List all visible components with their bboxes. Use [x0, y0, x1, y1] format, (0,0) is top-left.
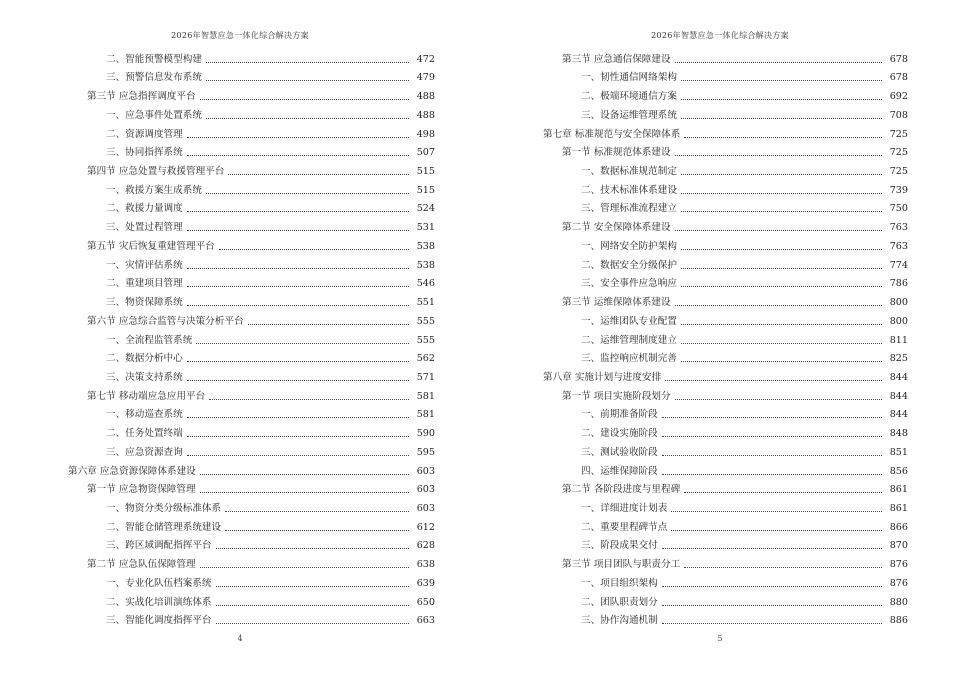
toc-entry-title: 二、数据分析中心	[106, 353, 183, 365]
toc-entry-title: 第六节 应急综合监管与决策分析平台	[87, 315, 244, 327]
dot-leader	[187, 268, 409, 269]
toc-entry-title: 三、协作沟通机制	[581, 615, 658, 627]
toc-entry-item[interactable]	[68, 347, 435, 366]
toc-entry-title: 四、运维保障阶段	[581, 465, 658, 477]
toc-entry-page-number: 876	[889, 559, 908, 571]
toc-entry-item[interactable]	[68, 122, 435, 141]
dot-leader	[209, 399, 409, 400]
toc-entry-page-number: 800	[889, 297, 908, 309]
toc-entry-section[interactable]	[543, 478, 908, 497]
dot-leader	[662, 474, 882, 475]
toc-entry-item[interactable]	[543, 534, 908, 553]
toc-entry-item[interactable]	[68, 66, 435, 85]
dot-leader	[196, 343, 409, 344]
dot-leader	[671, 530, 882, 531]
toc-entry-page-number: 515	[416, 184, 435, 196]
toc-entry-page-number: 851	[889, 446, 908, 458]
toc-entry-section[interactable]	[543, 290, 908, 309]
toc-entry-page-number: 638	[416, 559, 435, 571]
dot-leader	[206, 62, 409, 63]
toc-entry-item[interactable]	[543, 159, 908, 178]
dot-leader	[671, 511, 882, 512]
toc-entry-item[interactable]	[68, 571, 435, 590]
toc-entry-section[interactable]	[68, 84, 435, 103]
dot-leader	[187, 155, 409, 156]
toc-entry-item[interactable]	[543, 609, 908, 628]
dot-leader	[200, 474, 409, 475]
toc-entry-title: 第一节 项目实施阶段划分	[562, 390, 671, 402]
toc-entry-page-number: 786	[889, 278, 908, 290]
toc-entry-page-number: 628	[416, 540, 435, 552]
toc-entry-title: 第二节 安全保障体系建设	[562, 222, 671, 234]
toc-entry-page-number: 800	[889, 315, 908, 327]
toc-entry-section[interactable]	[543, 552, 908, 571]
toc-entry-section[interactable]	[68, 309, 435, 328]
toc-entry-title: 三、跨区域调配指挥平台	[106, 540, 212, 552]
toc-entry-title: 三、安全事件应急响应	[581, 278, 677, 290]
toc-entry-page-number: 603	[416, 484, 435, 496]
toc-entry-page-number: 750	[889, 203, 908, 215]
dot-leader	[200, 492, 409, 493]
toc-entry-page-number: 663	[416, 615, 435, 627]
dot-leader	[675, 155, 882, 156]
toc-entry-page-number: 763	[889, 240, 908, 252]
toc-entry-page-number: 774	[889, 259, 908, 271]
toc-entry-page-number: 498	[416, 128, 435, 140]
toc-entry-chapter[interactable]	[543, 365, 908, 384]
toc-entry-page-number: 507	[416, 147, 435, 159]
dot-leader	[662, 436, 882, 437]
toc-entry-chapter[interactable]	[543, 122, 908, 141]
toc-entry-page-number: 870	[889, 540, 908, 552]
toc-entry-title: 三、应急资源查询	[106, 446, 183, 458]
dot-leader	[662, 623, 882, 624]
toc-entry-item[interactable]	[543, 272, 908, 291]
toc-entry-item[interactable]	[68, 403, 435, 422]
toc-entry-page-number: 678	[889, 53, 908, 65]
toc-entry-title: 三、物资保障系统	[106, 297, 183, 309]
toc-entry-section[interactable]	[543, 141, 908, 160]
toc-entry-page-number: 861	[889, 484, 908, 496]
toc-entry-title: 二、技术标准体系建设	[581, 184, 677, 196]
toc-entry-page-number: 472	[416, 53, 435, 65]
toc-entry-item[interactable]	[543, 440, 908, 459]
toc-entry-section[interactable]	[68, 478, 435, 497]
toc-entry-title: 三、设备运维管理系统	[581, 109, 677, 121]
dot-leader	[681, 343, 882, 344]
toc-entry-page-number: 811	[889, 334, 908, 346]
toc-entry-page-number: 546	[416, 278, 435, 290]
dot-leader	[187, 286, 409, 287]
toc-entry-title: 二、救援力量调度	[106, 203, 183, 215]
toc-entry-title: 一、网络安全防护架构	[581, 240, 677, 252]
toc-entry-title: 二、实战化培训演练体系	[106, 596, 212, 608]
dot-leader	[681, 324, 882, 325]
toc-entry-item[interactable]	[68, 141, 435, 160]
toc-entry-page-number: 595	[416, 446, 435, 458]
table-of-contents	[543, 47, 908, 627]
toc-entry-title: 一、韧性通信网络架构	[581, 72, 677, 84]
toc-entry-page-number: 725	[889, 147, 908, 159]
toc-entry-page-number: 844	[889, 371, 908, 383]
toc-entry-title: 一、专业化队伍档案系统	[106, 577, 212, 589]
toc-entry-page-number: 562	[416, 353, 435, 365]
toc-entry-page-number: 861	[889, 502, 908, 514]
toc-entry-title: 二、重要里程碑节点	[581, 521, 668, 533]
toc-entry-title: 三、协同指挥系统	[106, 147, 183, 159]
toc-entry-page-number: 479	[416, 72, 435, 84]
dot-leader	[662, 605, 882, 606]
toc-entry-title: 第三节 项目团队与职责分工	[562, 559, 681, 571]
dot-leader	[206, 193, 409, 194]
toc-entry-title: 三、决策支持系统	[106, 371, 183, 383]
toc-entry-item[interactable]	[68, 103, 435, 122]
dot-leader	[216, 623, 409, 624]
dot-leader	[681, 268, 882, 269]
toc-entry-title: 三、阶段成果交付	[581, 540, 658, 552]
dot-leader	[681, 99, 882, 100]
toc-entry-title: 二、任务处置终端	[106, 428, 183, 440]
toc-entry-title: 第二节 应急队伍保障管理	[87, 559, 196, 571]
toc-entry-title: 一、运维团队专业配置	[581, 315, 677, 327]
toc-entry-page-number: 551	[416, 297, 435, 309]
toc-entry-title: 一、详细进度计划表	[581, 502, 668, 514]
toc-entry-item[interactable]	[68, 47, 435, 66]
toc-entry-section[interactable]	[543, 215, 908, 234]
toc-entry-item[interactable]	[68, 609, 435, 628]
page-header: 2026年智慧应急一体化综合解决方案	[651, 31, 789, 40]
toc-entry-title: 二、智能仓储管理系统建设	[106, 521, 222, 533]
toc-entry-item[interactable]	[543, 459, 908, 478]
dot-leader	[662, 586, 882, 587]
dot-leader	[681, 249, 882, 250]
toc-entry-title: 一、全流程监管系统	[106, 334, 193, 346]
toc-entry-page-number: 581	[416, 409, 435, 421]
dot-leader	[206, 80, 409, 81]
toc-entry-item[interactable]	[543, 421, 908, 440]
dot-leader	[206, 118, 409, 119]
dot-leader	[681, 361, 882, 362]
dot-leader	[675, 305, 882, 306]
toc-entry-item[interactable]	[543, 66, 908, 85]
toc-entry-page-number: 555	[416, 334, 435, 346]
dot-leader	[200, 99, 409, 100]
toc-entry-item[interactable]	[543, 496, 908, 515]
page-number: 4	[237, 634, 243, 643]
toc-entry-title: 二、重建项目管理	[106, 278, 183, 290]
toc-entry-item[interactable]	[543, 178, 908, 197]
toc-entry-item[interactable]	[68, 253, 435, 272]
toc-entry-page-number: 590	[416, 428, 435, 440]
toc-entry-page-number: 739	[889, 184, 908, 196]
toc-entry-title: 第二节 各阶段进度与里程碑	[562, 484, 681, 496]
toc-entry-page-number: 524	[416, 203, 435, 215]
dot-leader	[665, 380, 882, 381]
toc-entry-section[interactable]	[68, 552, 435, 571]
toc-entry-page-number: 650	[416, 596, 435, 608]
toc-entry-title: 一、数据标准规范制定	[581, 166, 677, 178]
toc-entry-title: 三、预警信息发布系统	[106, 72, 202, 84]
dot-leader	[225, 530, 409, 531]
toc-entry-chapter[interactable]	[68, 459, 435, 478]
toc-entry-item[interactable]	[543, 309, 908, 328]
dot-leader	[681, 286, 882, 287]
toc-entry-page-number: 856	[889, 465, 908, 477]
toc-entry-title: 第三节 运维保障体系建设	[562, 297, 671, 309]
toc-entry-page-number: 488	[416, 91, 435, 103]
toc-entry-page-number: 848	[889, 428, 908, 440]
dot-leader	[216, 548, 409, 549]
toc-entry-title: 一、救援方案生成系统	[106, 184, 202, 196]
toc-entry-title: 二、资源调度管理	[106, 128, 183, 140]
toc-entry-section[interactable]	[543, 47, 908, 66]
toc-entry-page-number: 880	[889, 596, 908, 608]
dot-leader	[248, 324, 409, 325]
toc-entry-title: 第六章 应急资源保障体系建设	[68, 465, 196, 477]
dot-leader	[681, 80, 882, 81]
dot-leader	[684, 137, 882, 138]
toc-entry-item[interactable]	[68, 178, 435, 197]
page-number: 5	[717, 634, 723, 643]
dot-leader	[228, 174, 409, 175]
toc-entry-page-number: 515	[416, 166, 435, 178]
toc-entry-item[interactable]	[68, 197, 435, 216]
toc-entry-page-number: 708	[889, 109, 908, 121]
toc-entry-title: 二、建设实施阶段	[581, 428, 658, 440]
toc-entry-title: 三、处置过程管理	[106, 222, 183, 234]
toc-entry-title: 一、移动巡查系统	[106, 409, 183, 421]
dot-leader	[662, 455, 882, 456]
toc-entry-title: 三、测试验收阶段	[581, 446, 658, 458]
toc-entry-page-number: 639	[416, 577, 435, 589]
toc-entry-page-number: 725	[889, 128, 908, 140]
dot-leader	[675, 399, 882, 400]
toc-entry-item[interactable]	[68, 534, 435, 553]
toc-entry-page-number: 612	[416, 521, 435, 533]
toc-entry-page-number: 581	[416, 390, 435, 402]
toc-entry-item[interactable]	[68, 272, 435, 291]
toc-entry-title: 第八章 实施计划与进度安排	[543, 371, 662, 383]
toc-entry-title: 三、监控响应机制完善	[581, 353, 677, 365]
toc-entry-section[interactable]	[68, 234, 435, 253]
toc-entry-page-number: 603	[416, 465, 435, 477]
dot-leader	[187, 436, 409, 437]
dot-leader	[225, 511, 409, 512]
dot-leader	[187, 380, 409, 381]
toc-entry-item[interactable]	[68, 290, 435, 309]
toc-entry-item[interactable]	[543, 103, 908, 122]
toc-entry-title: 一、项目组织架构	[581, 577, 658, 589]
toc-entry-title: 一、前期准备阶段	[581, 409, 658, 421]
page-header: 2026年智慧应急一体化综合解决方案	[171, 31, 309, 40]
toc-entry-title: 二、运维管理制度建立	[581, 334, 677, 346]
toc-entry-title: 第一节 应急物资保障管理	[87, 484, 196, 496]
toc-entry-title: 二、智能预警模型构建	[106, 53, 202, 65]
dot-leader	[684, 492, 882, 493]
toc-entry-page-number: 678	[889, 72, 908, 84]
dot-leader	[675, 230, 882, 231]
toc-entry-title: 第五节 灾后恢复重建管理平台	[87, 240, 215, 252]
toc-entry-page-number: 866	[889, 521, 908, 533]
toc-entry-item[interactable]	[68, 328, 435, 347]
toc-entry-item[interactable]	[543, 253, 908, 272]
toc-entry-section[interactable]	[68, 159, 435, 178]
dot-leader	[216, 586, 409, 587]
toc-entry-title: 第三节 应急指挥调度平台	[87, 91, 196, 103]
toc-entry-item[interactable]	[543, 590, 908, 609]
toc-entry-page-number: 488	[416, 109, 435, 121]
dot-leader	[187, 417, 409, 418]
toc-entry-page-number: 555	[416, 315, 435, 327]
dot-leader	[675, 62, 882, 63]
table-of-contents	[68, 47, 435, 627]
toc-entry-page-number: 538	[416, 240, 435, 252]
toc-entry-item[interactable]	[543, 571, 908, 590]
toc-entry-item[interactable]	[543, 347, 908, 366]
toc-entry-item[interactable]	[68, 496, 435, 515]
dot-leader	[681, 174, 882, 175]
toc-entry-title: 第七节 移动端应急应用平台	[87, 390, 206, 402]
dot-leader	[219, 249, 409, 250]
dot-leader	[681, 211, 882, 212]
toc-entry-title: 三、智能化调度指挥平台	[106, 615, 212, 627]
toc-entry-item[interactable]	[68, 365, 435, 384]
dot-leader	[200, 567, 409, 568]
toc-entry-page-number: 886	[889, 615, 908, 627]
page-right	[480, 0, 960, 681]
toc-entry-section[interactable]	[68, 384, 435, 403]
toc-entry-title: 二、团队职责划分	[581, 596, 658, 608]
toc-entry-title: 一、物资分类分级标准体系	[106, 502, 222, 514]
toc-entry-title: 一、灾情评估系统	[106, 259, 183, 271]
toc-entry-item[interactable]	[68, 215, 435, 234]
toc-entry-title: 第一节 标准规范体系建设	[562, 147, 671, 159]
dot-leader	[662, 548, 882, 549]
toc-entry-title: 三、管理标准流程建立	[581, 203, 677, 215]
toc-entry-item[interactable]	[68, 440, 435, 459]
toc-entry-item[interactable]	[543, 328, 908, 347]
toc-entry-page-number: 531	[416, 222, 435, 234]
toc-entry-item[interactable]	[543, 197, 908, 216]
toc-entry-page-number: 603	[416, 502, 435, 514]
toc-entry-page-number: 725	[889, 166, 908, 178]
dot-leader	[187, 305, 409, 306]
toc-entry-item[interactable]	[68, 421, 435, 440]
toc-entry-page-number: 844	[889, 409, 908, 421]
toc-entry-item[interactable]	[543, 403, 908, 422]
toc-entry-page-number: 692	[889, 91, 908, 103]
toc-entry-page-number: 825	[889, 353, 908, 365]
toc-entry-title: 第三节 应急通信保障建设	[562, 53, 671, 65]
toc-entry-item[interactable]	[543, 515, 908, 534]
dot-leader	[187, 361, 409, 362]
dot-leader	[681, 193, 882, 194]
toc-entry-item[interactable]	[68, 515, 435, 534]
toc-entry-section[interactable]	[543, 384, 908, 403]
toc-entry-item[interactable]	[543, 84, 908, 103]
toc-entry-page-number: 844	[889, 390, 908, 402]
toc-entry-page-number: 538	[416, 259, 435, 271]
dot-leader	[187, 230, 409, 231]
toc-entry-item[interactable]	[68, 590, 435, 609]
toc-entry-page-number: 763	[889, 222, 908, 234]
toc-entry-title: 第四节 应急处置与救援管理平台	[87, 166, 225, 178]
dot-leader	[662, 417, 882, 418]
dot-leader	[681, 118, 882, 119]
toc-entry-item[interactable]	[543, 234, 908, 253]
toc-entry-title: 第七章 标准规范与安全保障体系	[543, 128, 681, 140]
dot-leader	[684, 567, 882, 568]
dot-leader	[187, 455, 409, 456]
dot-leader	[216, 605, 409, 606]
dot-leader	[187, 137, 409, 138]
dot-leader	[187, 211, 409, 212]
toc-entry-title: 二、数据安全分级保护	[581, 259, 677, 271]
toc-entry-page-number: 876	[889, 577, 908, 589]
toc-entry-title: 一、应急事件处置系统	[106, 109, 202, 121]
toc-entry-title: 二、极端环境通信方案	[581, 91, 677, 103]
toc-entry-page-number: 571	[416, 371, 435, 383]
